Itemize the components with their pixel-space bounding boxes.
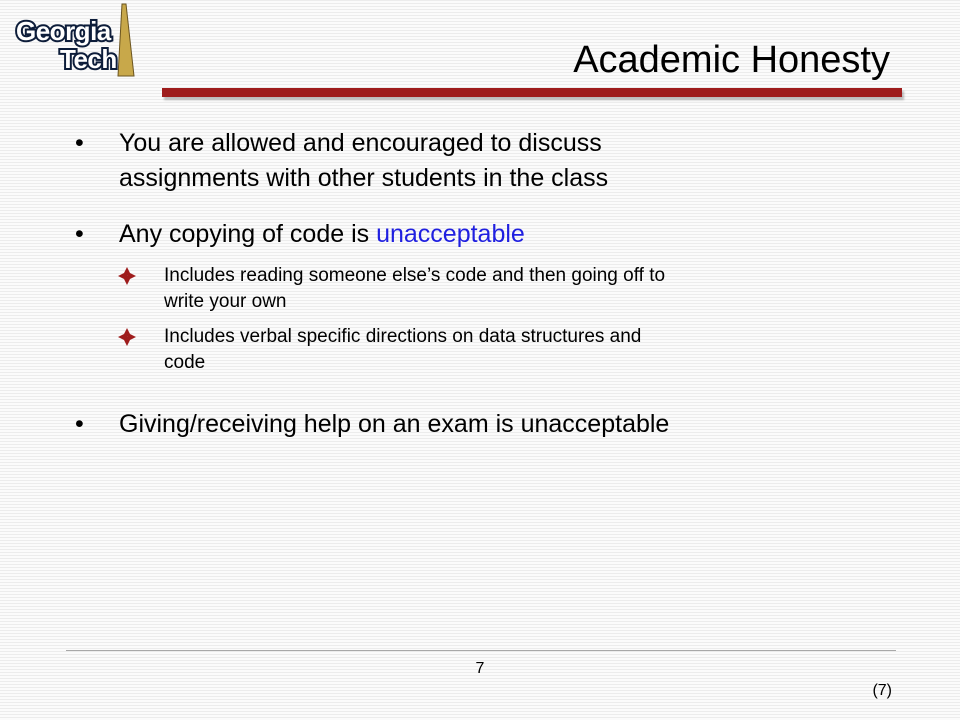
bullet-text: Giving/receiving help on an exam is unacceptable (119, 410, 670, 438)
bullet-text: You are allowed and encouraged to discuss (119, 129, 602, 157)
page-number: 7 (475, 660, 485, 677)
dot-bullet-icon: • (75, 220, 84, 248)
sub-bullet-text: Includes reading someone else’s code and then going off to (164, 265, 666, 286)
sub-bullet-text: write your own (164, 291, 287, 312)
sub-bullet-text: Includes verbal specific directions on data structures and (164, 326, 642, 347)
diamond-bullet-icon (118, 267, 136, 285)
logo-line-2: Tech (60, 44, 117, 74)
slide-title: Academic Honesty (573, 39, 890, 81)
title-underline (162, 88, 902, 97)
footer-divider (66, 650, 896, 651)
dot-bullet-icon: • (75, 129, 84, 157)
bullet-text: assignments with other students in the class (119, 164, 609, 192)
slide-reference: (7) (872, 682, 892, 699)
dot-bullet-icon: • (75, 410, 84, 438)
sub-bullet-text: code (164, 352, 206, 373)
highlighted-word: unacceptable (376, 220, 525, 248)
logo-line-1: Georgia (16, 16, 111, 46)
diamond-bullet-icon (118, 328, 136, 346)
bullet-text (119, 219, 525, 250)
georgia-tech-logo (10, 2, 140, 78)
bullet-text-prefix: Any copying of code is (119, 220, 377, 248)
